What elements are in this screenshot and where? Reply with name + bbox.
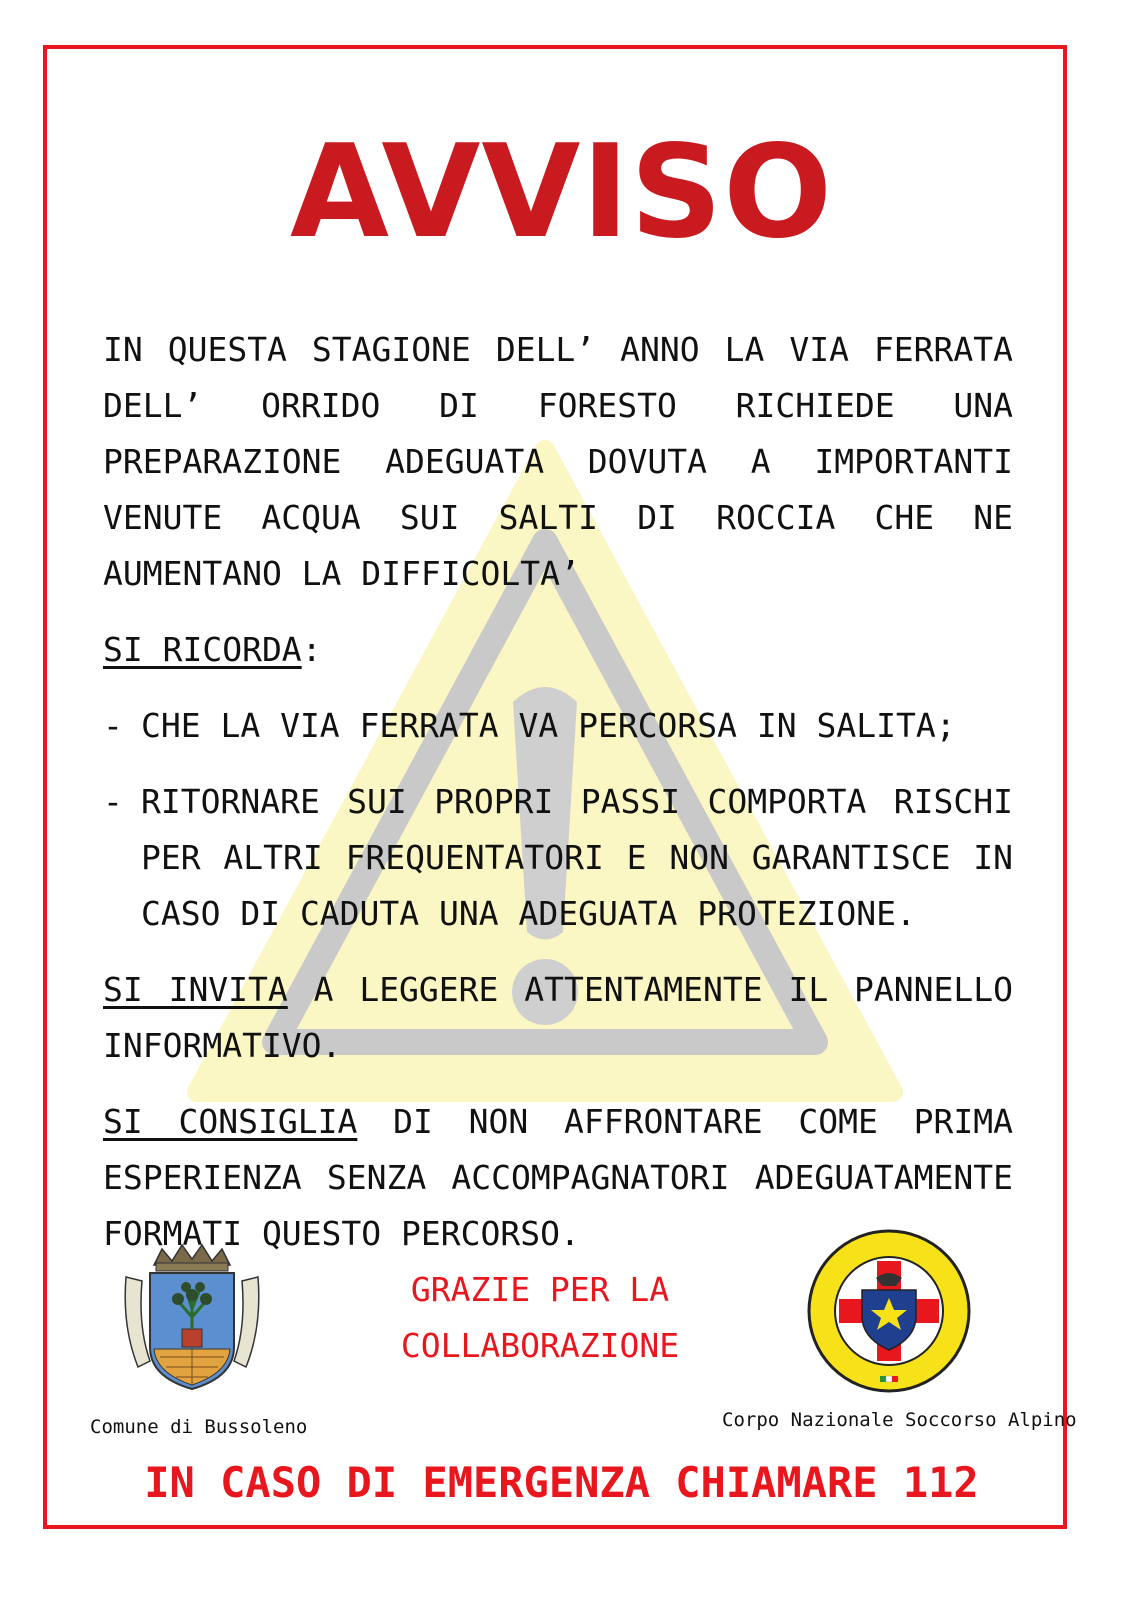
cnsas-logo bbox=[806, 1228, 972, 1394]
thanks-message bbox=[380, 1262, 700, 1374]
cnsas-caption: Corpo Nazionale Soccorso Alpino bbox=[722, 1409, 1077, 1431]
intro-paragraph: IN QUESTA STAGIONE DELL’ ANNO LA VIA FERRATA DELL’ ORRIDO DI FORESTO RICHIEDE UNA PREPARAZIONE ADEGUATA DOVUTA A IMPORTANTI VENUTE ACQUA SUI SALTI DI ROCCIA CHE NE AUMENTANO LA DIFFICOLTA’ bbox=[103, 330, 1013, 593]
reminder-item-text: RITORNARE SUI PROPRI PASSI COMPORTA RISCHI PER ALTRI FREQUENTATORI E NON GARANTISCE IN CASO DI CADUTA UNA ADEGUATA PROTEZIONE. bbox=[141, 782, 1013, 933]
reminder-heading-colon: : bbox=[301, 630, 322, 669]
page-title: AVVISO bbox=[289, 118, 834, 267]
invite-text: A LEGGERE ATTENTAMENTE IL PANNELLO INFORMATIVO. bbox=[103, 970, 1013, 1065]
bussoleno-coat-of-arms-logo bbox=[116, 1237, 268, 1397]
thanks-line-2: COLLABORAZIONE bbox=[400, 1326, 680, 1365]
list-item bbox=[103, 774, 1013, 942]
thanks-line-1: GRAZIE PER LA bbox=[410, 1270, 670, 1309]
advice-lead: SI CONSIGLIA bbox=[103, 1102, 358, 1141]
invite-lead: SI INVITA bbox=[103, 970, 288, 1009]
advice-text: DI NON AFFRONTARE COME PRIMA ESPERIENZA SENZA ACCOMPAGNATORI ADEGUATAMENTE FORMATI QUESTO PERCORSO. bbox=[103, 1102, 1013, 1253]
bussoleno-caption: Comune di Bussoleno bbox=[90, 1416, 308, 1438]
list-item bbox=[103, 698, 1013, 754]
notice-body bbox=[103, 322, 1013, 1262]
reminder-heading bbox=[103, 622, 1013, 678]
reminder-heading-label: SI RICORDA bbox=[103, 630, 302, 669]
bullet-dash: - bbox=[103, 782, 123, 821]
invite-paragraph bbox=[103, 962, 1013, 1074]
bullet-dash: - bbox=[103, 706, 123, 745]
emergency-notice: IN CASO DI EMERGENZA CHIAMARE 112 bbox=[144, 1458, 979, 1507]
reminder-item-text: CHE LA VIA FERRATA VA PERCORSA IN SALITA; bbox=[141, 706, 956, 745]
